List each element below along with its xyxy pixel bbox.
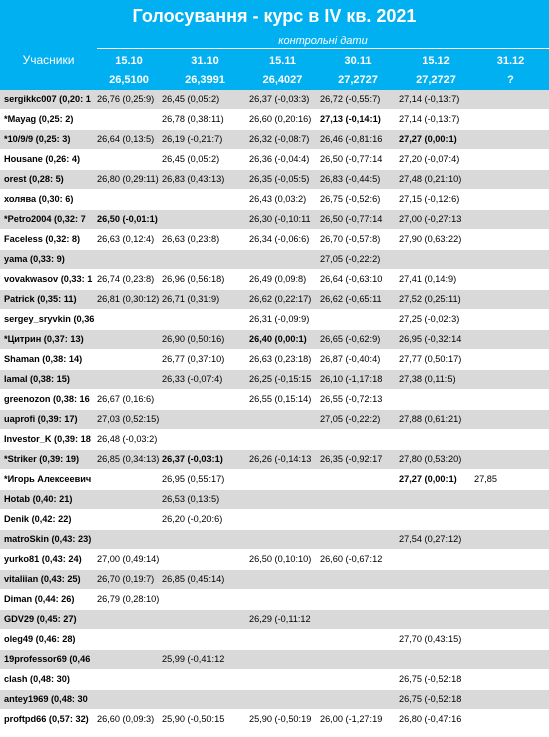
participant-name: *Игорь Алексеевич bbox=[4, 474, 92, 484]
rate-header-5: 27,2727 bbox=[416, 74, 456, 86]
vote-cell-2 bbox=[162, 250, 248, 269]
participants-header: Учасники bbox=[22, 53, 75, 67]
participant-name: *Petro2004 (0,32: 7 bbox=[4, 214, 86, 224]
vote-cell-2: 26,45 (0,05:2) bbox=[162, 154, 220, 164]
table-row bbox=[0, 210, 549, 230]
vote-cell-2: 26,33 (-0,07:4) bbox=[162, 374, 223, 384]
vote-cell-2: 26,37 (-0,03:1) bbox=[162, 454, 223, 464]
vote-cell-4: 26,70 (-0,57:8) bbox=[320, 234, 381, 244]
vote-cell-4: 26,75 (-0,52:6) bbox=[320, 194, 381, 204]
vote-cell-1 bbox=[97, 510, 161, 529]
vote-cell-3: 26,40 (0,00:1) bbox=[249, 334, 307, 344]
vote-cell-6 bbox=[474, 570, 547, 589]
vote-cell-4 bbox=[320, 670, 396, 689]
vote-cell-1 bbox=[97, 370, 161, 389]
vote-cell-4: 26,46 (-0,81:16 bbox=[320, 134, 383, 144]
participant-name: greenozon (0,38: 16 bbox=[4, 394, 90, 404]
vote-cell-1: 26,79 (0,28:10) bbox=[97, 594, 160, 604]
rate-header-4: 27,2727 bbox=[338, 74, 378, 86]
vote-cell-2: 26,95 (0,55:17) bbox=[162, 474, 225, 484]
vote-cell-4: 26,65 (-0,62:9) bbox=[320, 334, 381, 344]
vote-cell-1: 26,64 (0,13:5) bbox=[97, 134, 155, 144]
vote-cell-4: 26,50 (-0,77:14 bbox=[320, 154, 383, 164]
table-row bbox=[0, 190, 549, 210]
table-row bbox=[0, 390, 549, 410]
table-row bbox=[0, 250, 549, 270]
vote-cell-6 bbox=[474, 370, 547, 389]
vote-cell-5 bbox=[399, 650, 473, 669]
vote-cell-2 bbox=[162, 190, 248, 209]
vote-cell-5 bbox=[399, 510, 473, 529]
table-row bbox=[0, 630, 549, 650]
vote-cell-2: 26,63 (0,23:8) bbox=[162, 234, 220, 244]
vote-cell-2: 25,99 (-0,41:12 bbox=[162, 654, 225, 664]
participant-name: холява (0,30: 6) bbox=[4, 194, 74, 204]
vote-cell-1 bbox=[97, 190, 161, 209]
vote-cell-1: 26,63 (0,12:4) bbox=[97, 234, 155, 244]
vote-cell-5: 27,38 (0,11:5) bbox=[399, 374, 456, 384]
vote-cell-3 bbox=[249, 670, 316, 689]
vote-cell-4: 26,72 (-0,55:7) bbox=[320, 94, 381, 104]
vote-cell-4 bbox=[320, 630, 396, 649]
vote-cell-5: 27,14 (-0,13:7) bbox=[399, 114, 460, 124]
vote-cell-5: 27,54 (0,27:12) bbox=[399, 534, 462, 544]
vote-cell-1 bbox=[97, 690, 161, 709]
table-header bbox=[0, 33, 549, 90]
table-row bbox=[0, 90, 549, 110]
vote-cell-3 bbox=[249, 590, 316, 609]
table-row bbox=[0, 290, 549, 310]
vote-cell-1: 26,76 (0,25:9) bbox=[97, 94, 155, 104]
participant-name: clash (0,48: 30) bbox=[4, 674, 70, 684]
table-row bbox=[0, 530, 549, 550]
table-row bbox=[0, 410, 549, 430]
vote-cell-6 bbox=[474, 270, 547, 289]
participant-name: Faceless (0,32: 8) bbox=[4, 234, 81, 244]
vote-cell-5 bbox=[399, 490, 473, 509]
date-header-5: 15.12 bbox=[422, 55, 450, 67]
vote-cell-4: 26,87 (-0,40:4) bbox=[320, 354, 381, 364]
vote-cell-4 bbox=[320, 310, 396, 329]
vote-cell-1: 27,00 (0,49:14) bbox=[97, 554, 160, 564]
vote-cell-4: 26,10 (-1,17:18 bbox=[320, 374, 383, 384]
vote-cell-6 bbox=[474, 630, 547, 649]
table-row bbox=[0, 110, 549, 130]
vote-cell-3: 26,35 (-0,05:5) bbox=[249, 174, 310, 184]
participant-name: *Striker (0,39: 19) bbox=[4, 454, 80, 464]
vote-cell-4 bbox=[320, 510, 396, 529]
vote-cell-3 bbox=[249, 430, 316, 449]
vote-cell-2 bbox=[162, 410, 248, 429]
vote-cell-2: 26,20 (-0,20:6) bbox=[162, 514, 223, 524]
vote-cell-6 bbox=[474, 710, 547, 729]
vote-cell-2: 26,78 (0,38:11) bbox=[162, 114, 224, 124]
table-row bbox=[0, 430, 549, 450]
vote-cell-3 bbox=[249, 690, 316, 709]
vote-cell-5 bbox=[399, 430, 473, 449]
vote-cell-6 bbox=[474, 210, 547, 229]
vote-cell-2: 26,53 (0,13:5) bbox=[162, 494, 220, 504]
vote-cell-4 bbox=[320, 610, 396, 629]
vote-cell-3: 26,36 (-0,04:4) bbox=[249, 154, 310, 164]
vote-cell-1 bbox=[97, 650, 161, 669]
vote-cell-2 bbox=[162, 390, 248, 409]
vote-cell-5: 27,90 (0,63:22) bbox=[399, 234, 462, 244]
vote-cell-2: 26,19 (-0,21:7) bbox=[162, 134, 223, 144]
vote-cell-4: 27,13 (-0,14:1) bbox=[320, 114, 381, 124]
vote-cell-1 bbox=[97, 330, 161, 349]
vote-cell-1: 26,80 (0,29:11) bbox=[97, 174, 159, 184]
vote-cell-2: 26,96 (0,56:18) bbox=[162, 274, 225, 284]
vote-cell-1 bbox=[97, 350, 161, 369]
participant-name: Housane (0,26: 4) bbox=[4, 154, 81, 164]
vote-cell-6 bbox=[474, 330, 547, 349]
vote-cell-4: 26,55 (-0,72:13 bbox=[320, 394, 383, 404]
participant-name: sergikkc007 (0,20: 1 bbox=[4, 94, 91, 104]
vote-cell-1 bbox=[97, 490, 161, 509]
table-row bbox=[0, 230, 549, 250]
participant-name: Patrick (0,35: 11) bbox=[4, 294, 77, 304]
table-row bbox=[0, 610, 549, 630]
vote-cell-3 bbox=[249, 490, 316, 509]
vote-cell-2 bbox=[162, 530, 248, 549]
participant-name: Hotab (0,40: 21) bbox=[4, 494, 73, 504]
vote-cell-3 bbox=[249, 250, 316, 269]
vote-cell-3: 26,32 (-0,08:7) bbox=[249, 134, 310, 144]
table-row bbox=[0, 130, 549, 150]
vote-cell-4 bbox=[320, 490, 396, 509]
vote-cell-1: 26,85 (0,34:13) bbox=[97, 454, 160, 464]
vote-cell-3: 26,30 (-0,10:11 bbox=[249, 214, 311, 224]
vote-cell-3: 26,60 (0,20:16) bbox=[249, 114, 312, 124]
participant-name: *Mayag (0,25: 2) bbox=[4, 114, 74, 124]
vote-cell-3: 26,55 (0,15:14) bbox=[249, 394, 312, 404]
vote-cell-4 bbox=[320, 470, 396, 489]
vote-cell-4 bbox=[320, 430, 396, 449]
vote-cell-6 bbox=[474, 150, 547, 169]
vote-cell-5: 27,70 (0,43:15) bbox=[399, 634, 462, 644]
vote-cell-5 bbox=[399, 550, 473, 569]
vote-cell-3 bbox=[249, 470, 316, 489]
table-row bbox=[0, 450, 549, 470]
participant-name: matroSkin (0,43: 23) bbox=[4, 534, 92, 544]
participant-name: orest (0,28: 5) bbox=[4, 174, 64, 184]
vote-cell-3 bbox=[249, 570, 316, 589]
table-row bbox=[0, 150, 549, 170]
participant-name: proftpd66 (0,57: 32) bbox=[4, 714, 89, 724]
vote-cell-5: 27,00 (-0,27:13 bbox=[399, 214, 462, 224]
participant-name: GDV29 (0,45: 27) bbox=[4, 614, 77, 624]
vote-cell-1: 26,50 (-0,01:1) bbox=[97, 214, 158, 224]
vote-cell-4: 26,64 (-0,63:10 bbox=[320, 274, 383, 284]
participant-name: Diman (0,44: 26) bbox=[4, 594, 75, 604]
vote-cell-5: 26,95 (-0,32:14 bbox=[399, 334, 462, 344]
vote-cell-6 bbox=[474, 610, 547, 629]
rate-header-2: 26,3991 bbox=[185, 74, 225, 86]
vote-cell-6 bbox=[474, 650, 547, 669]
vote-cell-6 bbox=[474, 550, 547, 569]
vote-cell-2 bbox=[162, 590, 248, 609]
vote-cell-1: 26,60 (0,09:3) bbox=[97, 714, 155, 724]
vote-cell-5: 27,20 (-0,07:4) bbox=[399, 154, 460, 164]
vote-cell-3: 26,25 (-0,15:15 bbox=[249, 374, 312, 384]
vote-cell-3 bbox=[249, 410, 316, 429]
vote-cell-1 bbox=[97, 610, 161, 629]
vote-cell-3: 26,43 (0,03:2) bbox=[249, 194, 307, 204]
vote-cell-6 bbox=[474, 350, 547, 369]
table-row bbox=[0, 710, 549, 730]
vote-cell-5: 27,77 (0,50:17) bbox=[399, 354, 462, 364]
vote-cell-6 bbox=[474, 590, 547, 609]
table-row bbox=[0, 570, 549, 590]
participant-name: *Цитрин (0,37: 13) bbox=[4, 334, 84, 344]
participant-name: yurko81 (0,43: 24) bbox=[4, 554, 82, 564]
table-row bbox=[0, 470, 549, 490]
vote-cell-1: 26,74 (0,23:8) bbox=[97, 274, 155, 284]
vote-cell-2 bbox=[162, 550, 248, 569]
vote-cell-6 bbox=[474, 450, 547, 469]
vote-cell-6 bbox=[474, 430, 547, 449]
table-row bbox=[0, 510, 549, 530]
vote-cell-4 bbox=[320, 570, 396, 589]
vote-cell-1 bbox=[97, 150, 161, 169]
vote-cell-5: 26,80 (-0,47:16 bbox=[399, 714, 462, 724]
vote-cell-1 bbox=[97, 630, 161, 649]
vote-cell-5 bbox=[399, 590, 473, 609]
vote-cell-1: 26,70 (0,19:7) bbox=[97, 574, 155, 584]
rate-header-6: ? bbox=[507, 74, 514, 86]
vote-cell-6 bbox=[474, 290, 547, 309]
vote-cell-3: 26,29 (-0,11:12 bbox=[249, 614, 311, 624]
vote-cell-2: 25,90 (-0,50:15 bbox=[162, 714, 225, 724]
vote-cell-2 bbox=[162, 690, 248, 709]
table-row bbox=[0, 590, 549, 610]
vote-cell-5: 27,80 (0,53:20) bbox=[399, 454, 462, 464]
participant-name: antey1969 (0,48: 30 bbox=[4, 694, 88, 704]
participant-name: sergey_sryvkin (0,36 bbox=[4, 314, 95, 324]
table-row bbox=[0, 490, 549, 510]
vote-cell-6 bbox=[474, 690, 547, 709]
vote-cell-6 bbox=[474, 510, 547, 529]
vote-cell-3: 26,62 (0,22:17) bbox=[249, 294, 312, 304]
rate-header-3: 26,4027 bbox=[262, 74, 303, 86]
vote-cell-5 bbox=[399, 610, 473, 629]
participant-name: Denik (0,42: 22) bbox=[4, 514, 72, 524]
vote-cell-5: 27,14 (-0,13:7) bbox=[399, 94, 460, 104]
table-row bbox=[0, 650, 549, 670]
table-row bbox=[0, 170, 549, 190]
participant-name: Investor_K (0,39: 18 bbox=[4, 434, 91, 444]
vote-cell-3 bbox=[249, 650, 316, 669]
vote-cell-3 bbox=[249, 630, 316, 649]
vote-cell-1 bbox=[97, 530, 161, 549]
vote-cell-1 bbox=[97, 470, 161, 489]
vote-cell-3: 26,49 (0,09:8) bbox=[249, 274, 307, 284]
vote-cell-6 bbox=[474, 110, 547, 129]
header-divider bbox=[97, 48, 549, 49]
vote-cell-1 bbox=[97, 310, 161, 329]
vote-cell-2 bbox=[162, 210, 248, 229]
table-row bbox=[0, 670, 549, 690]
vote-cell-6 bbox=[474, 130, 547, 149]
vote-cell-2 bbox=[162, 610, 248, 629]
vote-cell-3: 26,37 (-0,03:3) bbox=[249, 94, 310, 104]
vote-cell-3: 26,63 (0,23:18) bbox=[249, 354, 312, 364]
vote-cell-5: 27,88 (0,61:21) bbox=[399, 414, 462, 424]
vote-cell-2 bbox=[162, 670, 248, 689]
vote-cell-3: 25,90 (-0,50:19 bbox=[249, 714, 312, 724]
vote-cell-1: 26,67 (0,16:6) bbox=[97, 394, 155, 404]
vote-cell-6: 27,85 bbox=[474, 474, 497, 484]
vote-cell-6 bbox=[474, 90, 547, 109]
vote-cell-3: 26,26 (-0,14:13 bbox=[249, 454, 312, 464]
vote-cell-2: 26,71 (0,31:9) bbox=[162, 294, 220, 304]
table-row bbox=[0, 350, 549, 370]
table-row bbox=[0, 550, 549, 570]
table-row bbox=[0, 310, 549, 330]
participant-name: lamal (0,38: 15) bbox=[4, 374, 70, 384]
date-header-6: 31.12 bbox=[496, 55, 525, 67]
vote-cell-4: 26,60 (-0,67:12 bbox=[320, 554, 383, 564]
vote-cell-2: 26,77 (0,37:10) bbox=[162, 354, 225, 364]
vote-cell-2 bbox=[162, 310, 248, 329]
vote-cell-5: 27,41 (0,14:9) bbox=[399, 274, 457, 284]
vote-cell-5: 27,27 (0,00:1) bbox=[399, 134, 457, 144]
participant-name: vovakwasov (0,33: 1 bbox=[4, 274, 93, 284]
vote-cell-2: 26,83 (0,43:13) bbox=[162, 174, 225, 184]
table-row bbox=[0, 370, 549, 390]
vote-cell-4 bbox=[320, 530, 396, 549]
vote-cell-2: 26,90 (0,50:16) bbox=[162, 334, 225, 344]
vote-cell-1 bbox=[97, 250, 161, 269]
vote-cell-3 bbox=[249, 530, 316, 549]
participant-name: 19professor69 (0,46 bbox=[4, 654, 91, 664]
table-row bbox=[0, 330, 549, 350]
vote-cell-1 bbox=[97, 670, 161, 689]
vote-cell-3: 26,34 (-0,06:6) bbox=[249, 234, 310, 244]
vote-cell-6 bbox=[474, 250, 547, 269]
vote-cell-6 bbox=[474, 170, 547, 189]
vote-cell-6 bbox=[474, 190, 547, 209]
participant-name: oleg49 (0,46: 28) bbox=[4, 634, 76, 644]
vote-cell-1: 26,81 (0,30:12) bbox=[97, 294, 160, 304]
table-body bbox=[0, 90, 549, 730]
vote-cell-4 bbox=[320, 690, 396, 709]
vote-cell-6 bbox=[474, 530, 547, 549]
date-header-3: 15.11 bbox=[269, 55, 296, 67]
sheet-title: Голосування - курс в IV кв. 2021 bbox=[0, 0, 549, 33]
vote-cell-4: 26,00 (-1,27:19 bbox=[320, 714, 383, 724]
vote-cell-5: 27,25 (-0,02:3) bbox=[399, 314, 460, 324]
vote-cell-5 bbox=[399, 570, 473, 589]
vote-cell-5: 27,48 (0,21:10) bbox=[399, 174, 462, 184]
participant-name: uaprofi (0,39: 17) bbox=[4, 414, 78, 424]
table-row bbox=[0, 690, 549, 710]
table-row bbox=[0, 270, 549, 290]
vote-cell-4: 27,05 (-0,22:2) bbox=[320, 414, 381, 424]
vote-cell-6 bbox=[474, 490, 547, 509]
vote-cell-4 bbox=[320, 650, 396, 669]
vote-cell-4: 26,62 (-0,65:11 bbox=[320, 294, 382, 304]
vote-cell-2: 26,85 (0,45:14) bbox=[162, 574, 225, 584]
vote-cell-4 bbox=[320, 590, 396, 609]
vote-cell-5: 26,75 (-0,52:18 bbox=[399, 674, 462, 684]
vote-cell-1: 27,03 (0,52:15) bbox=[97, 414, 160, 424]
participant-name: yama (0,33: 9) bbox=[4, 254, 65, 264]
vote-cell-2: 26,45 (0,05:2) bbox=[162, 94, 220, 104]
vote-cell-6 bbox=[474, 310, 547, 329]
date-header-2: 31.10 bbox=[191, 55, 219, 67]
vote-cell-3: 26,50 (0,10:10) bbox=[249, 554, 312, 564]
vote-cell-2 bbox=[162, 630, 248, 649]
vote-cell-5 bbox=[399, 390, 473, 409]
vote-cell-1 bbox=[97, 110, 161, 129]
control-dates-header: контрольні дати bbox=[278, 35, 368, 47]
vote-cell-4: 26,50 (-0,77:14 bbox=[320, 214, 383, 224]
vote-cell-3 bbox=[249, 510, 316, 529]
vote-cell-5 bbox=[399, 250, 473, 269]
participant-name: vitaliian (0,43: 25) bbox=[4, 574, 81, 584]
participant-name: Shaman (0,38: 14) bbox=[4, 354, 83, 364]
vote-cell-5: 26,75 (-0,52:18 bbox=[399, 694, 462, 704]
vote-cell-5: 27,52 (0,25:11) bbox=[399, 294, 461, 304]
vote-cell-6 bbox=[474, 390, 547, 409]
vote-cell-4: 27,05 (-0,22:2) bbox=[320, 254, 381, 264]
vote-cell-6 bbox=[474, 410, 547, 429]
participant-name: *10/9/9 (0,25: 3) bbox=[4, 134, 71, 144]
vote-cell-4: 26,35 (-0,92:17 bbox=[320, 454, 383, 464]
date-header-1: 15.10 bbox=[115, 55, 143, 67]
date-header-4: 30.11 bbox=[344, 55, 372, 67]
vote-cell-3: 26,31 (-0,09:9) bbox=[249, 314, 310, 324]
vote-cell-5: 27,27 (0,00:1) bbox=[399, 474, 457, 484]
vote-cell-6 bbox=[474, 670, 547, 689]
vote-cell-2 bbox=[162, 430, 248, 449]
vote-cell-1: 26,48 (-0,03:2) bbox=[97, 434, 158, 444]
vote-cell-4: 26,83 (-0,44:5) bbox=[320, 174, 381, 184]
vote-cell-5: 27,15 (-0,12:6) bbox=[399, 194, 460, 204]
rate-header-1: 26,5100 bbox=[109, 74, 149, 86]
vote-cell-6 bbox=[474, 230, 547, 249]
